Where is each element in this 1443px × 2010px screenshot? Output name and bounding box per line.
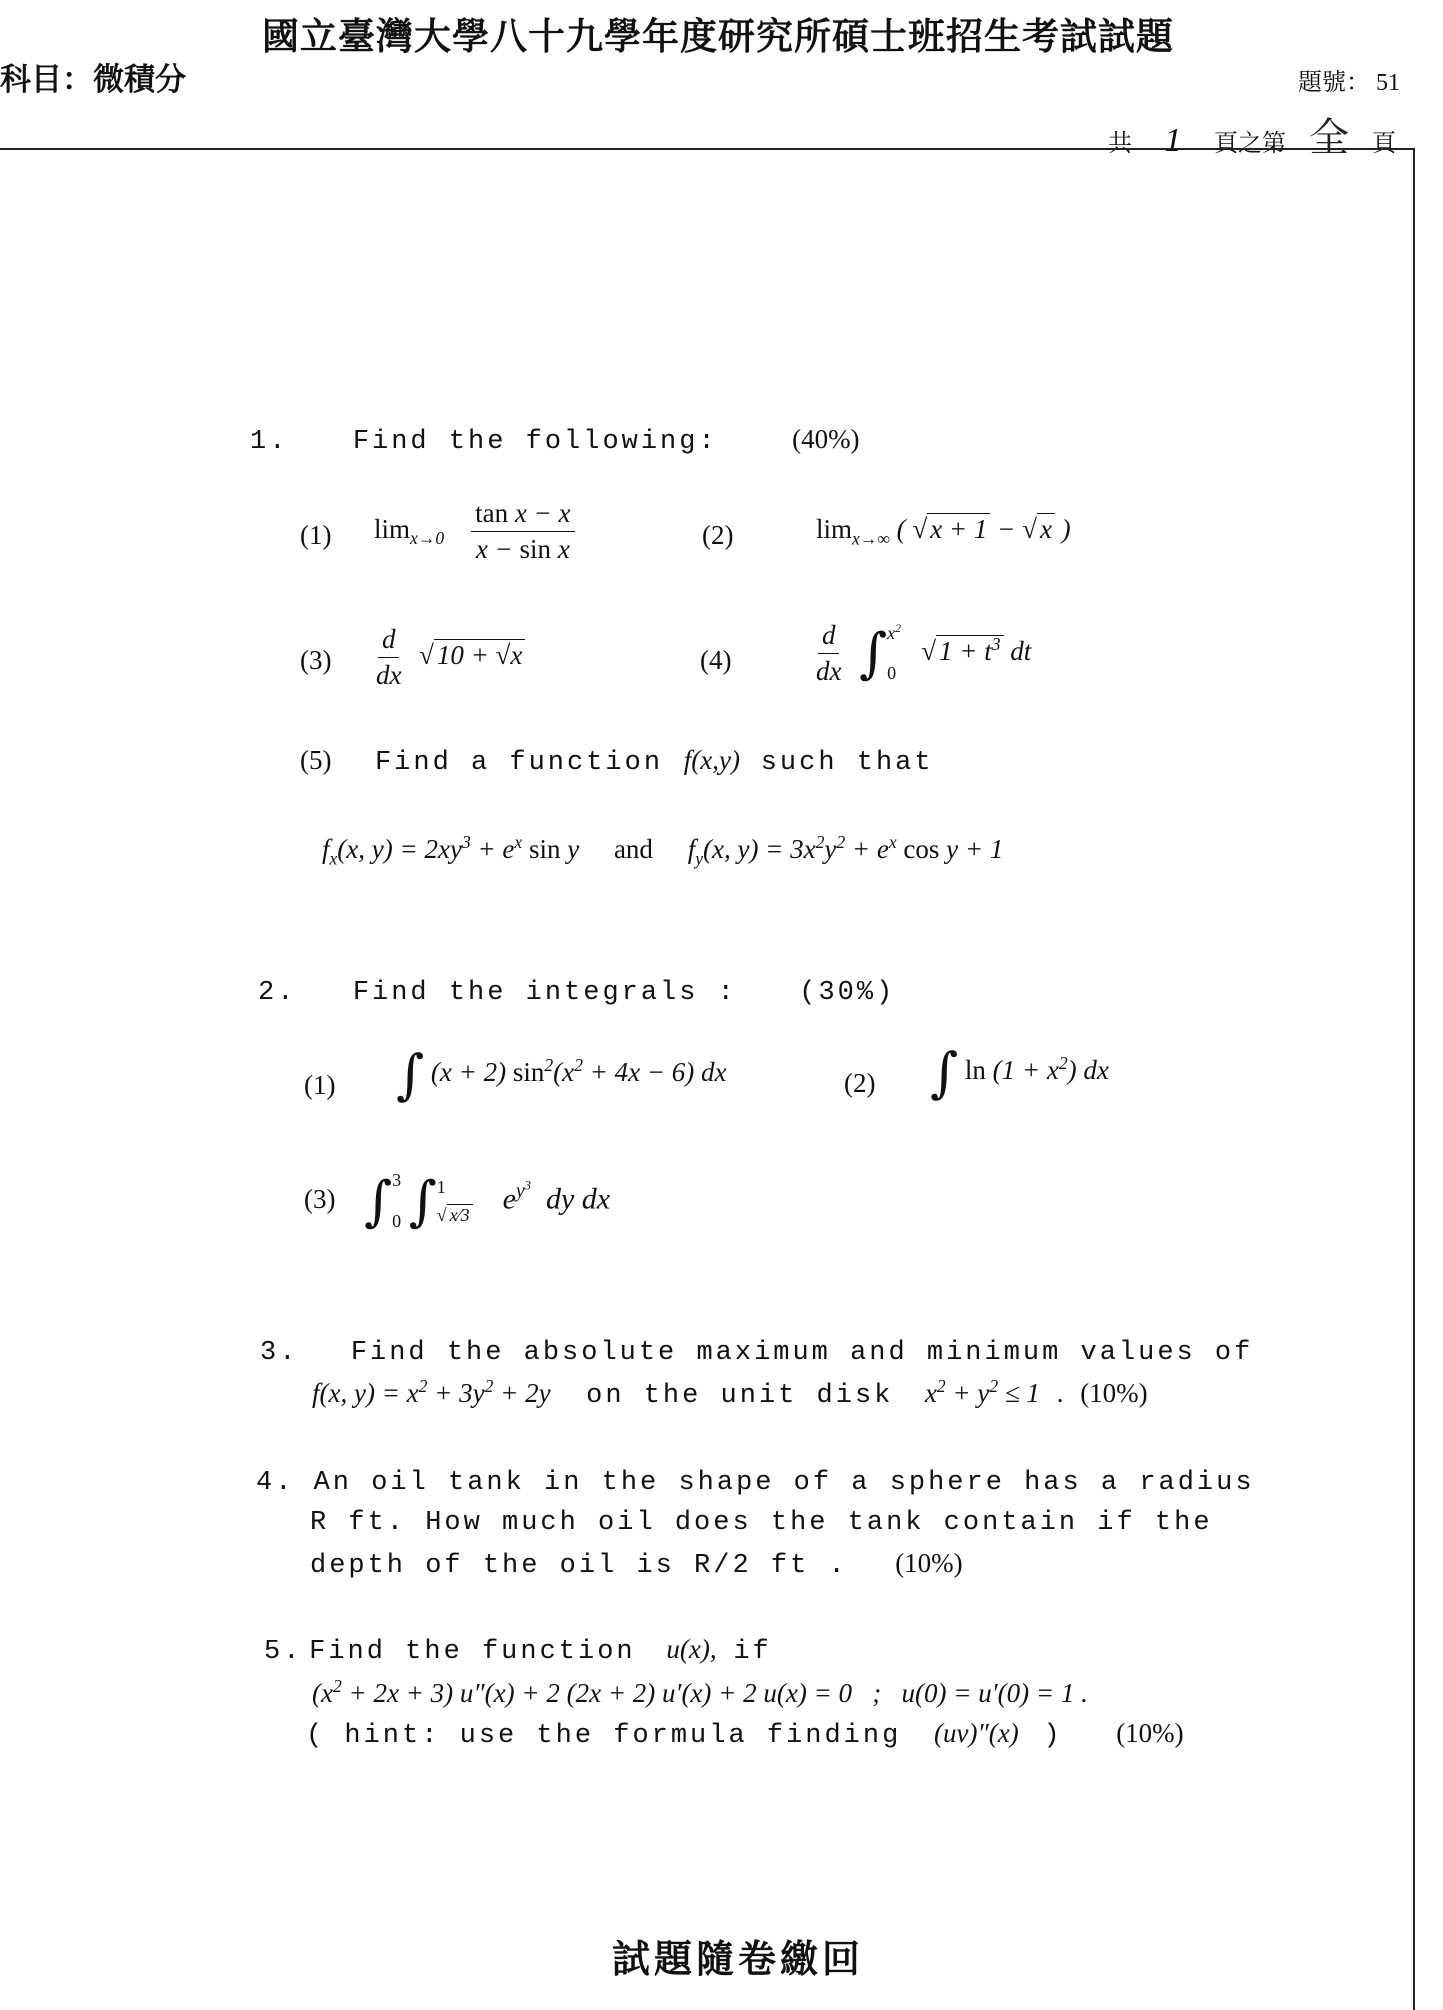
- q1-part5-func: f(x,y): [683, 745, 740, 775]
- pages-total: 1: [1164, 122, 1182, 159]
- q4-line2: R ft. How much oil does the tank contain if the: [310, 1508, 1213, 1538]
- pages-prefix: 共: [1108, 131, 1132, 157]
- q1-part4-expr: $\frac{d}{dx}$ ∫ $x^2$ 0 √ $1 + t^3$ dt: [816, 620, 1032, 687]
- q5-hint: [306, 1718, 1184, 1751]
- exam-title: 國立臺灣大學八十九學年度研究所碩士班招生考試試題: [262, 17, 1174, 58]
- q1-part4-label: (4): [700, 645, 732, 675]
- q4-text-line1: An oil tank in the shape of a sphere has a radius: [313, 1468, 1255, 1498]
- q5-equation: $(x^2 + 2x + 3) u''(x) + 2$ (2x + 2) u′(x) + 2 u(x) = 0 ; u(0) = u′(0) = 1 .: [312, 1676, 1088, 1708]
- q1-part3-label: (3): [300, 645, 332, 675]
- q2-part3-label: (3): [304, 1184, 336, 1214]
- q2-percent: (30%): [799, 978, 896, 1008]
- q1-part2-expr: $\lim_{x\to\infty}$ ( √ x + 1 − √ x ): [816, 514, 1071, 549]
- q2-number: 2.: [258, 978, 297, 1008]
- q3-number: 3.: [260, 1338, 299, 1368]
- subject-label: 科目：微積分: [0, 62, 186, 97]
- q1-and: and: [613, 834, 653, 864]
- q3-line2: f(x, $y) = x^2 + 3y^2 + 2y$ on the unit disk $x^2 + y^2 \le 1$ . (10%): [312, 1376, 1148, 1411]
- q2-text: Find the integrals :: [352, 978, 737, 1008]
- q1-part5-label: (5): [300, 745, 332, 775]
- q2-part3-expr: ∫ 3 0 ∫ 1 √ x⁄3 $e^{y^3}$ dy dx: [364, 1169, 611, 1233]
- q1-part5: [300, 745, 934, 778]
- q3-disk: $x^2 + y^2 \le 1$: [924, 1376, 1040, 1408]
- q3-text: Find the absolute maximum and minimum values of: [350, 1338, 1254, 1368]
- q2-part1-expr: ∫ (x + 2) $\sin^2(x^2 + 4x - 6)$ dx: [396, 1043, 727, 1106]
- q1-part5-text-b: such that: [760, 748, 934, 778]
- q1-part5-text-a: Find a function: [374, 748, 664, 778]
- q4-number: 4.: [256, 1468, 295, 1498]
- q5-number: 5.: [264, 1637, 303, 1667]
- q5-func: u(x),: [666, 1634, 717, 1664]
- pages-mid: 頁之第: [1214, 131, 1286, 157]
- q2-part2-expr: ∫ $\ln (1 + x^2)$ dx: [930, 1041, 1109, 1104]
- q3-function: f(x, $y) = x^2 + 3y^2 + 2y$: [312, 1376, 551, 1408]
- q4-line3: [310, 1548, 963, 1581]
- q1-heading: [250, 424, 860, 457]
- q5-line1: [264, 1634, 772, 1667]
- q1-part1-expr: $\lim_{x\to 0}$ $\frac{\text{tan x − x}}{\text{x − sin x}}$: [374, 498, 575, 565]
- q5-percent: (10%): [1116, 1718, 1184, 1748]
- q3-percent: (10%): [1080, 1378, 1148, 1408]
- q2-part2-label: (2): [844, 1068, 876, 1098]
- q3-line1: [260, 1338, 1253, 1368]
- q3-on-text: on the unit disk: [586, 1381, 894, 1411]
- q4-line1: [256, 1468, 1255, 1498]
- q4-text-line3: depth of the oil is R/2 ft .: [310, 1551, 848, 1581]
- q2-part1-label: (1): [304, 1070, 336, 1100]
- footer-note: 試題隨卷繳回: [612, 1939, 865, 1981]
- q1-percent: (40%): [792, 424, 860, 454]
- pages-suffix: 頁: [1372, 131, 1396, 157]
- q4-percent: (10%): [895, 1548, 963, 1578]
- q1-part3-expr: $\frac{d}{dx}$ √ 10 + √x: [372, 624, 525, 691]
- q1-part1-label: (1): [300, 520, 332, 550]
- pages-current: 全: [1309, 115, 1349, 161]
- q5-hint-text: ( hint: use the formula finding: [306, 1721, 902, 1751]
- q5-if: if: [733, 1637, 772, 1667]
- q2-heading: [258, 978, 895, 1008]
- question-number: 題號： 51: [1298, 70, 1400, 96]
- q1-part2-label: (2): [702, 520, 734, 550]
- q1-part5-equations: $f_x(x$, $y) = 2xy^3 + e^x$ sin y and $f_y(x$, $y) = 3x^2y^2 + e^x$ cos y + 1: [322, 832, 1004, 869]
- q5-text: Find the function: [309, 1637, 636, 1667]
- q1-text: Find the following:: [352, 427, 718, 457]
- q5-hint-formula: (uv)″(x): [934, 1718, 1019, 1748]
- q1-number: 1.: [250, 427, 289, 457]
- q5-hint-close: ): [1043, 1721, 1063, 1751]
